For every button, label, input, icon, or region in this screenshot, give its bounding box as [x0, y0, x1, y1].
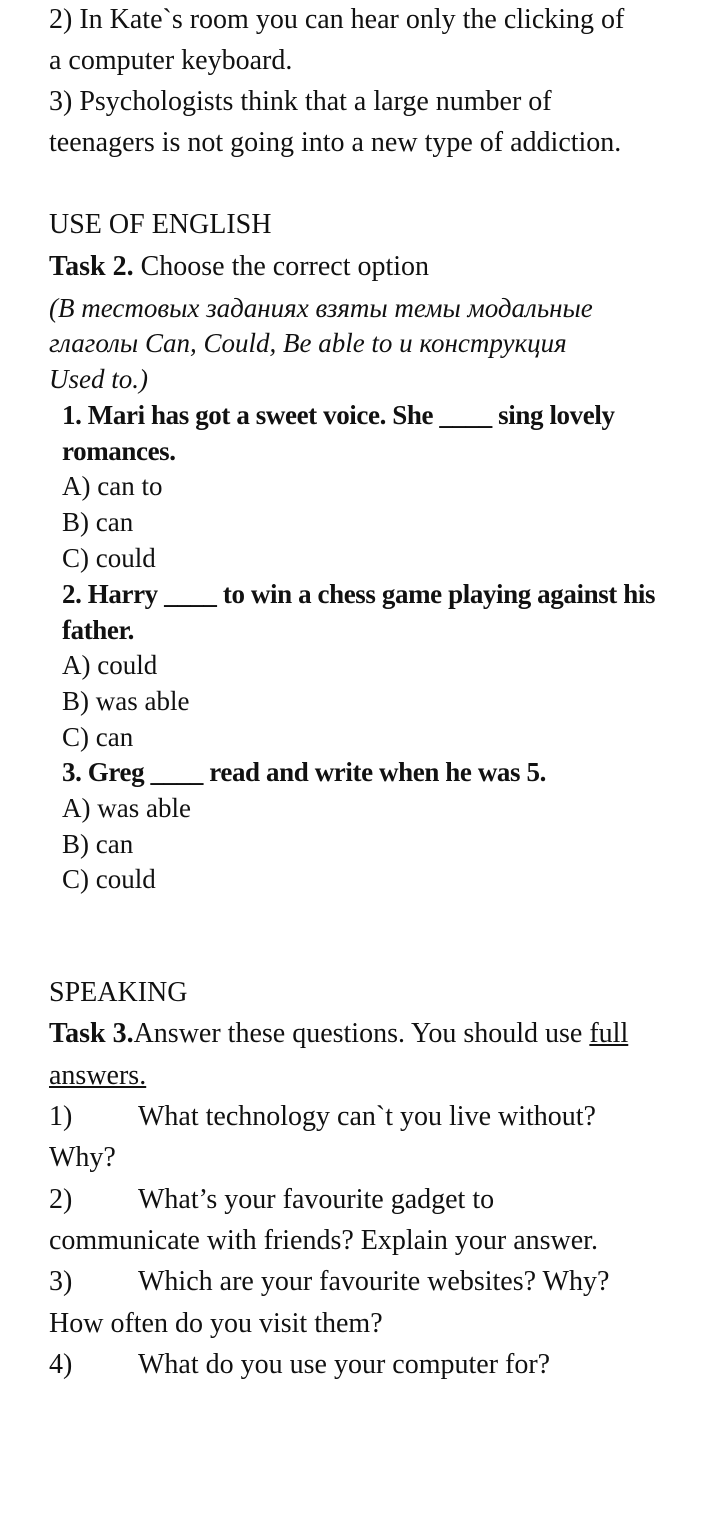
statement-3-line-1: 3) Psychologists think that a large number of: [49, 86, 552, 117]
task-2-text: Choose the correct option: [133, 251, 430, 282]
speaking-heading: SPEAKING: [49, 977, 188, 1008]
speaking-question-2-line-2: communicate with friends? Explain your answer.: [49, 1225, 598, 1256]
question-1-option-b: B) can: [62, 507, 134, 537]
question-2-option-a: A) could: [62, 650, 158, 680]
question-1-line-1: 1. Mari has got a sweet voice. She ____ sing lovely: [62, 400, 615, 430]
speaking-question-1-text: What technology can`t you live without?: [138, 1101, 596, 1132]
speaking-question-3-line-1: [49, 1262, 609, 1302]
speaking-question-1-line-2: Why?: [49, 1142, 116, 1173]
speaking-question-2-line-1: [49, 1180, 494, 1220]
question-3-option-a: A) was able: [62, 793, 191, 823]
speaking-question-4-text: What do you use your computer for?: [138, 1349, 551, 1380]
question-3-line-1: 3. Greg ____ read and write when he was 5.: [62, 757, 546, 787]
task-3-label: Task 3.: [49, 1018, 134, 1049]
question-3-option-b: B) can: [62, 829, 134, 859]
task-2-note-line-2: глаголы Can, Could, Be able to и конструкция: [49, 328, 567, 358]
speaking-question-1-line-1: [49, 1097, 596, 1137]
task-2-label: Task 2.: [49, 251, 134, 282]
statement-3-line-2: teenagers is not going into a new type of addiction.: [49, 127, 622, 158]
speaking-question-1-number: 1): [49, 1101, 73, 1132]
speaking-question-3-number: 3): [49, 1266, 73, 1297]
task-3-underlined-answers: answers.: [49, 1060, 147, 1091]
use-of-english-heading: USE OF ENGLISH: [49, 209, 272, 240]
speaking-question-3-line-2: How often do you visit them?: [49, 1308, 383, 1339]
question-2-line-1: 2. Harry ____ to win a chess game playing against his: [62, 579, 656, 609]
question-1-option-a: A) can to: [62, 471, 163, 501]
question-3-option-c: C) could: [62, 864, 156, 894]
task-3-instruction: [49, 1014, 628, 1054]
speaking-question-4-number: 4): [49, 1349, 73, 1380]
question-2-option-c: C) can: [62, 722, 134, 752]
task-2-note-line-3: Used to.): [49, 364, 148, 394]
task-3-text: Answer these questions. You should use: [133, 1018, 590, 1049]
task-2-instruction: [49, 247, 429, 287]
speaking-question-3-text: Which are your favourite websites? Why?: [138, 1266, 610, 1297]
question-1-option-c: C) could: [62, 543, 156, 573]
question-2-option-b: B) was able: [62, 686, 190, 716]
task-3-underlined-full: full: [589, 1018, 629, 1049]
speaking-question-2-number: 2): [49, 1184, 73, 1215]
speaking-question-4-line-1: [49, 1345, 550, 1385]
question-1-line-2: romances.: [62, 436, 176, 466]
speaking-question-2-text: What’s your favourite gadget to: [138, 1184, 495, 1215]
statement-2-line-1: 2) In Kate`s room you can hear only the clicking of: [49, 4, 625, 35]
statement-2-line-2: a computer keyboard.: [49, 45, 293, 76]
task-2-note-line-1: (В тестовых заданиях взяты темы модальные: [49, 293, 593, 323]
question-2-line-2: father.: [62, 615, 134, 645]
